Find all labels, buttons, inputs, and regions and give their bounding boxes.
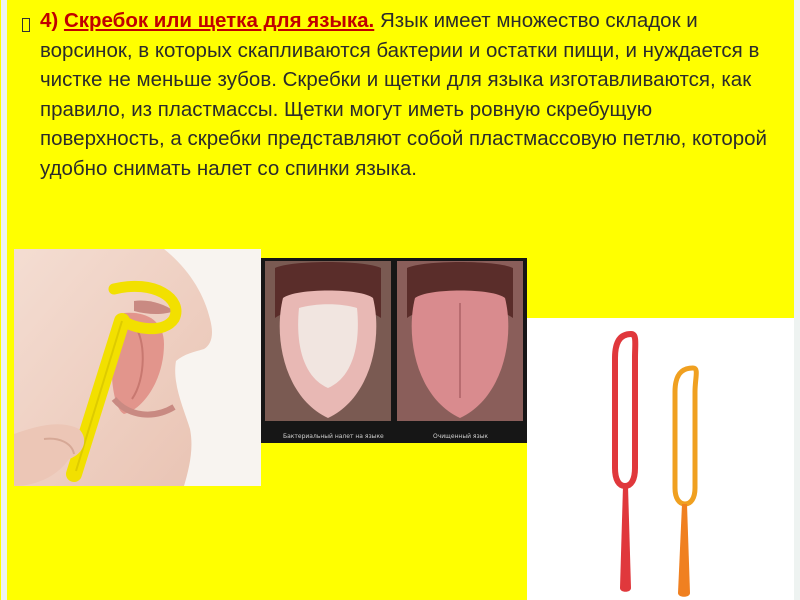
item-title: Скребок или щетка для языка.	[63, 9, 375, 32]
left-edge-stripe	[1, 0, 7, 600]
item-number: 4)	[40, 9, 59, 32]
item-body: Язык имеет множество складок и ворсинок, в которых скапливаются бактерии и остатки пищи, и нуждается в чистке не меньше зубов. Скребки и щетки для языка изготавливаются, как правило, из пластмассы. Щетки могут иметь ровную скребущую поверхность, а скребки представляют собой пластмассовую петлю, которой удобно снимать налет со спинки языка.	[40, 9, 767, 180]
photo-tongue-comparison	[261, 258, 527, 443]
photo-tongue-scrapers	[527, 318, 794, 600]
paragraph	[40, 6, 775, 183]
tongue-scrapers-illustration	[527, 318, 794, 600]
photo-tongue-scraper-use	[14, 249, 261, 486]
woman-face-illustration	[14, 249, 261, 486]
right-edge-stripe	[794, 0, 800, 600]
bullet-icon	[22, 18, 30, 32]
caption-after: Очищенный язык	[433, 433, 489, 440]
caption-before: Бактериальный налет на языке	[283, 433, 384, 440]
tongue-comparison-illustration	[261, 258, 527, 443]
